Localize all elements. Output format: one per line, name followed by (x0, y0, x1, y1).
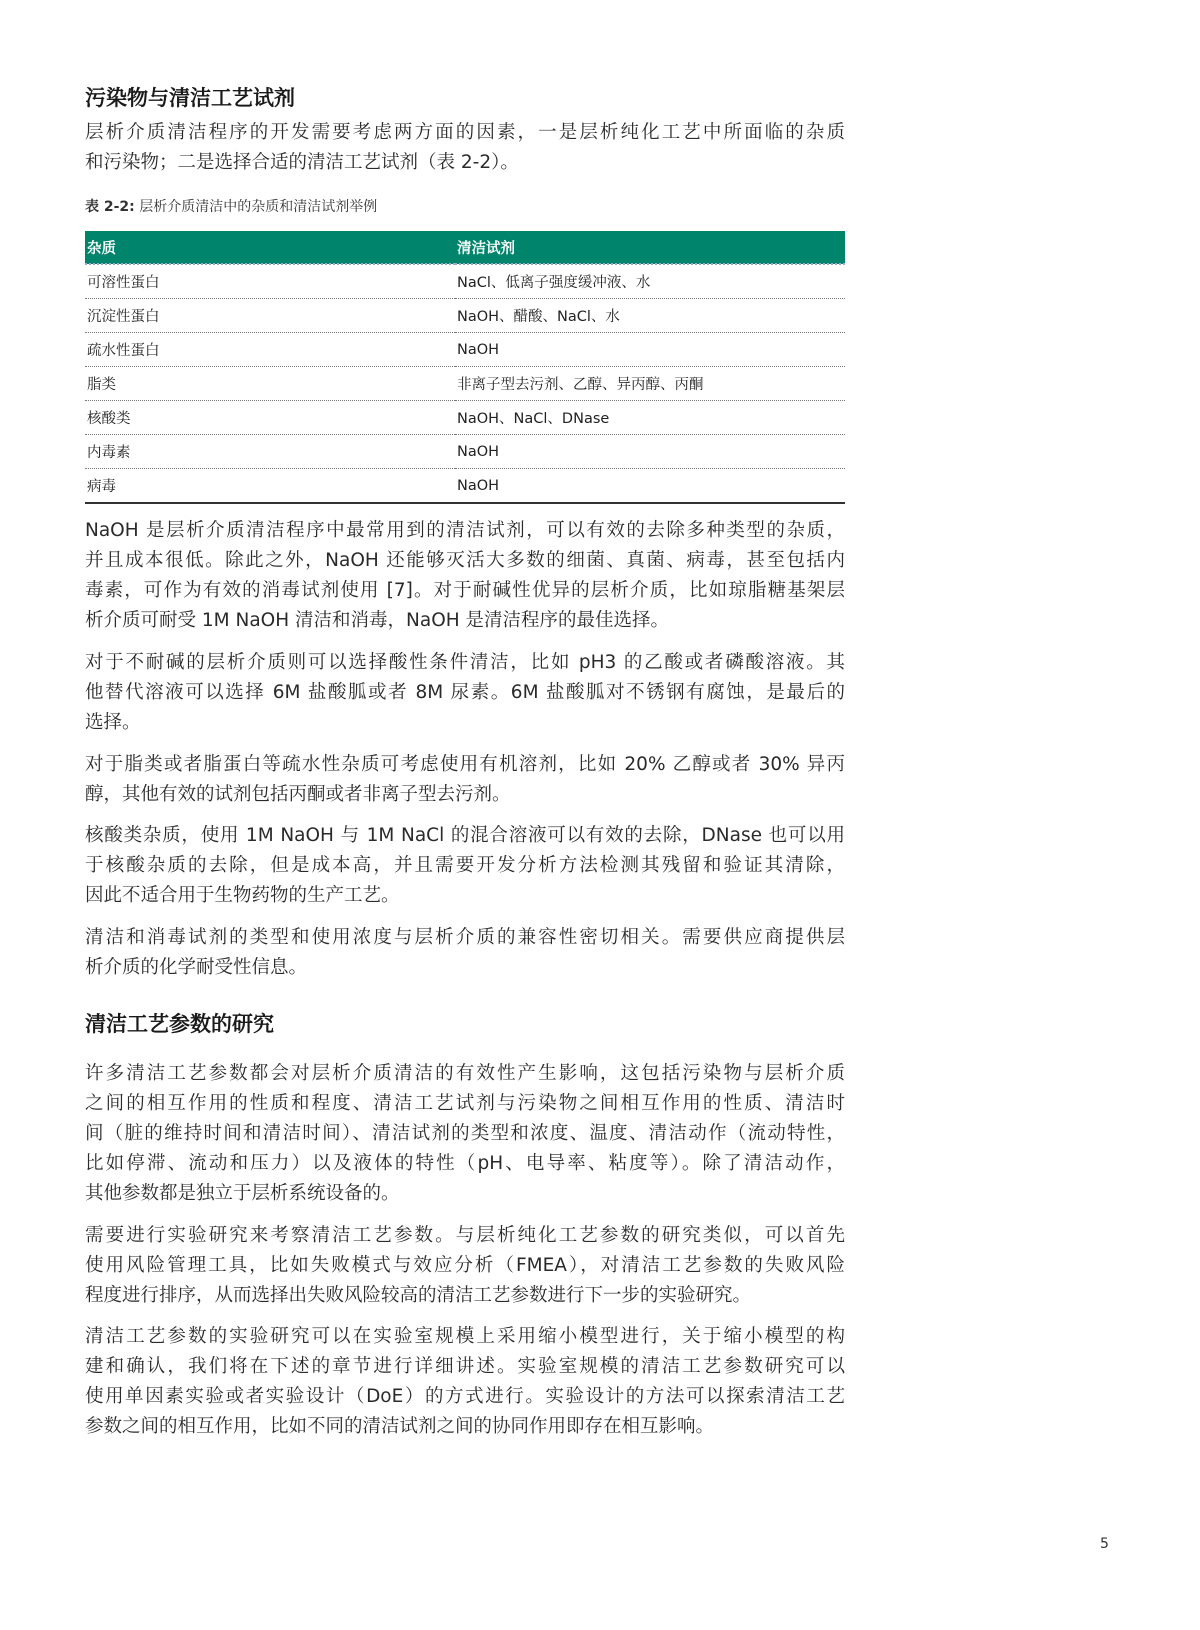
text-line: 间（脏的维持时间和清洁时间）、清洁试剂的类型和浓度、温度、清洁动作（流动特性， (85, 1123, 845, 1144)
table-row (85, 299, 845, 333)
text-line: 建和确认，我们将在下述的章节进行详细讲述。实验室规模的清洁工艺参数研究可以 (85, 1356, 845, 1377)
text-line: 于核酸杂质的去除，但是成本高，并且需要开发分析方法检测其残留和验证其清除， (85, 855, 845, 876)
text-line: 因此不适合用于生物药物的生产工艺。 (85, 885, 400, 906)
text-line: 使用单因素实验或者实验设计（DoE）的方式进行。实验设计的方法可以探索清洁工艺 (85, 1386, 845, 1407)
table-row (85, 435, 845, 469)
reagent-cell: NaOH (455, 333, 845, 367)
reagent-cell: NaOH、NaCl、DNase (455, 401, 845, 435)
body-paragraph (85, 516, 845, 636)
text-line: 清洁和消毒试剂的类型和使用浓度与层析介质的兼容性密切相关。需要供应商提供层 (85, 927, 845, 948)
reagent-cell: 非离子型去污剂、乙醇、异丙醇、丙酮 (455, 367, 845, 401)
section-heading-contaminants: 污染物与清洁工艺试剂 (85, 86, 295, 110)
text-line: 参数之间的相互作用，比如不同的清洁试剂之间的协同作用即存在相互影响。 (85, 1416, 715, 1437)
text-line: 核酸类杂质，使用 1M NaOH 与 1M NaCl 的混合溶液可以有效的去除，DNase 也可以用 (85, 825, 845, 846)
body-paragraph (85, 1322, 845, 1442)
body-paragraph (85, 750, 845, 810)
impurity-cell: 内毒素 (85, 435, 455, 469)
table-caption (85, 196, 845, 216)
text-line: 使用风险管理工具，比如失败模式与效应分析（FMEA），对清洁工艺参数的失败风险 (85, 1255, 845, 1276)
reagent-cell: NaOH (455, 435, 845, 469)
body-paragraph (85, 821, 845, 911)
page-number: 5 (1100, 1536, 1109, 1552)
table-row (85, 333, 845, 367)
impurity-cell: 疏水性蛋白 (85, 333, 455, 367)
reagent-cell: NaOH (455, 469, 845, 504)
text-line: 程度进行排序，从而选择出失败风险较高的清洁工艺参数进行下一步的实验研究。 (85, 1285, 752, 1306)
text-line: 许多清洁工艺参数都会对层析介质清洁的有效性产生影响，这包括污染物与层析介质 (85, 1063, 845, 1084)
text-line: 需要进行实验研究来考察清洁工艺参数。与层析纯化工艺参数的研究类似，可以首先 (85, 1225, 845, 1246)
body-paragraph (85, 923, 845, 983)
impurity-cell: 脂类 (85, 367, 455, 401)
text-line: 毒素，可作为有效的消毒试剂使用 [7]。对于耐碱性优异的层析介质，比如琼脂糖基架层 (85, 580, 845, 601)
impurity-cell: 沉淀性蛋白 (85, 299, 455, 333)
table-caption-text: 层析介质清洁中的杂质和清洁试剂举例 (139, 199, 378, 215)
section-heading-parameters: 清洁工艺参数的研究 (85, 1012, 274, 1036)
text-line: 之间的相互作用的性质和程度、清洁工艺试剂与污染物之间相互作用的性质、清洁时 (85, 1093, 845, 1114)
text-line: 并且成本很低。除此之外，NaOH 还能够灭活大多数的细菌、真菌、病毒，甚至包括内 (85, 550, 845, 571)
text-line: 选择。 (85, 712, 141, 733)
body-paragraph (85, 1059, 845, 1209)
column-header-impurity: 杂质 (85, 231, 455, 264)
reagent-cell: NaOH、醋酸、NaCl、水 (455, 299, 845, 333)
text-line: 析介质可耐受 1M NaOH 清洁和消毒，NaOH 是清洁程序的最佳选择。 (85, 610, 670, 631)
body-paragraph (85, 648, 845, 738)
table-row (85, 469, 845, 504)
impurity-cell: 可溶性蛋白 (85, 264, 455, 299)
table-row (85, 401, 845, 435)
text-line: 层析介质清洁程序的开发需要考虑两方面的因素，一是层析纯化工艺中所面临的杂质 (85, 122, 845, 143)
column-header-reagent: 清洁试剂 (455, 231, 845, 264)
text-line: 他替代溶液可以选择 6M 盐酸胍或者 8M 尿素。6M 盐酸胍对不锈钢有腐蚀，是最后的 (85, 682, 845, 703)
body-paragraph (85, 1221, 845, 1311)
text-line: 对于脂类或者脂蛋白等疏水性杂质可考虑使用有机溶剂，比如 20% 乙醇或者 30% 异丙 (85, 754, 845, 775)
table-caption-label: 表 2-2: (85, 199, 135, 215)
impurity-cell: 核酸类 (85, 401, 455, 435)
text-line: 和污染物；二是选择合适的清洁工艺试剂（表 2-2）。 (85, 152, 519, 173)
text-line: NaOH 是层析介质清洁程序中最常用到的清洁试剂，可以有效的去除多种类型的杂质， (85, 520, 845, 541)
text-line: 对于不耐碱的层析介质则可以选择酸性条件清洁，比如 pH3 的乙酸或者磷酸溶液。其 (85, 652, 845, 673)
table-row (85, 367, 845, 401)
impurity-cell: 病毒 (85, 469, 455, 504)
reagent-cell: NaCl、低离子强度缓冲液、水 (455, 264, 845, 299)
impurity-reagent-table (85, 231, 845, 504)
text-line: 其他参数都是独立于层析系统设备的。 (85, 1183, 400, 1204)
text-line: 比如停滞、流动和压力）以及液体的特性（pH、电导率、粘度等）。除了清洁动作， (85, 1153, 845, 1174)
table-row (85, 264, 845, 299)
text-line: 清洁工艺参数的实验研究可以在实验室规模上采用缩小模型进行，关于缩小模型的构 (85, 1326, 845, 1347)
text-line: 析介质的化学耐受性信息。 (85, 957, 308, 978)
intro-paragraph (85, 118, 845, 178)
text-line: 醇，其他有效的试剂包括丙酮或者非离子型去污剂。 (85, 784, 511, 805)
